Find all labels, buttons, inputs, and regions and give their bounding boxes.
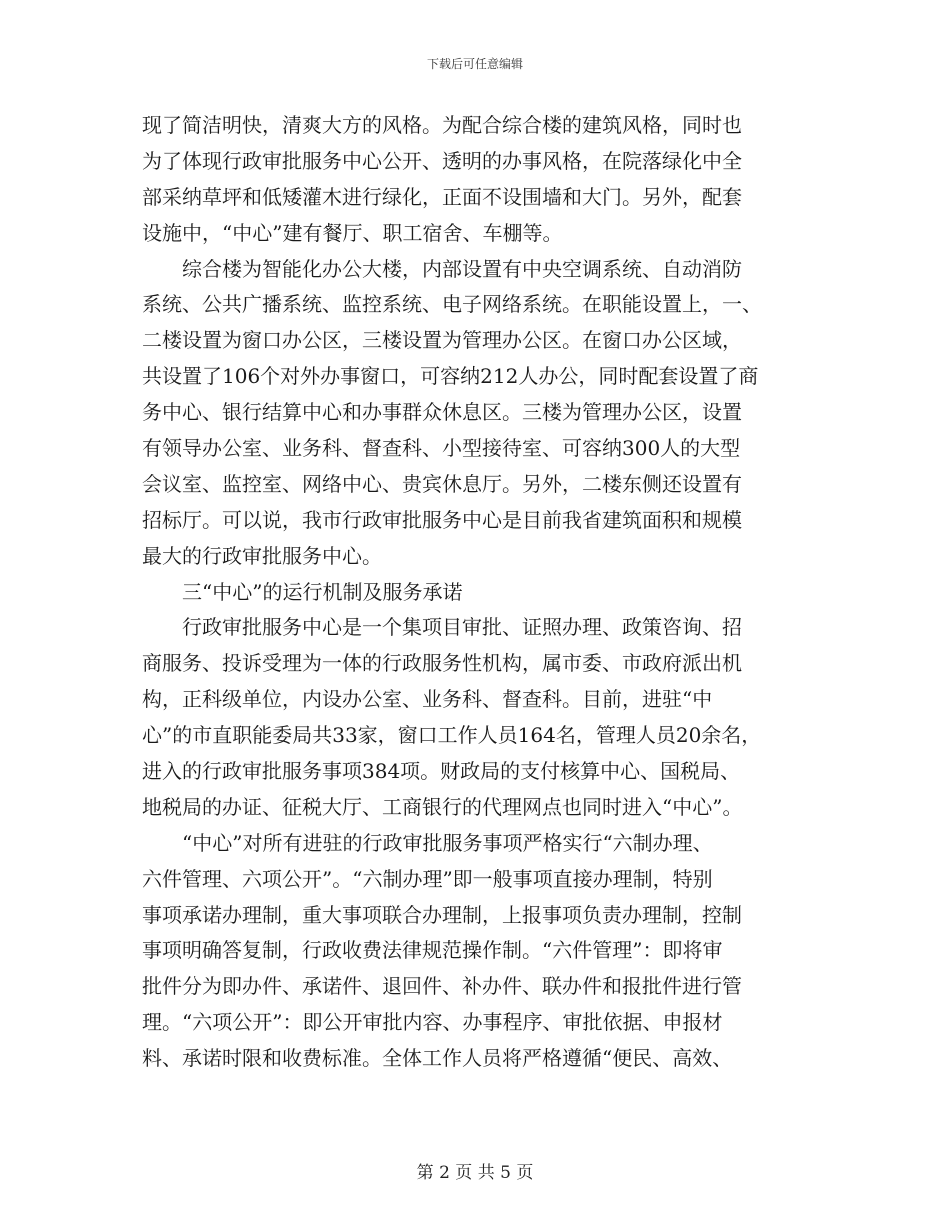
text-line: 综合楼为智能化办公大楼，内部设置有中央空调系统、自动消防 <box>182 256 742 281</box>
text-line: 地税局的办证、征税大厅、工商银行的代理网点也同时进入“中心”。 <box>142 794 743 819</box>
text-line: 招标厅。可以说，我市行政审批服务中心是目前我省建筑面积和规模 <box>142 507 742 532</box>
text-line: 理。“六项公开”：即公开审批内容、办事程序、审批依据、申报材 <box>142 1010 723 1035</box>
text-line: 部采纳草坪和低矮灌木进行绿化，正面不设围墙和大门。另外，配套 <box>142 184 742 209</box>
section-heading: 三“中心”的运行机制及服务承诺 <box>182 579 463 604</box>
text-line: 二楼设置为窗口办公区，三楼设置为管理办公区。在窗口办公区域， <box>142 328 742 353</box>
body-text <box>142 108 832 1077</box>
text-line: 批件分为即办件、承诺件、退回件、补办件、联办件和报批件进行管 <box>142 974 742 999</box>
text-line: 六件管理、六项公开”。“六制办理”即一般事项直接办理制，特别 <box>142 866 713 891</box>
page-header: 下载后可任意编辑 <box>426 57 523 71</box>
text-line: 事项承诺办理制，重大事项联合办理制，上报事项负责办理制，控制 <box>142 902 742 927</box>
text-line: 为了体现行政审批服务中心公开、透明的办事风格，在院落绿化中全 <box>142 148 742 173</box>
text-line: 行政审批服务中心是一个集项目审批、证照办理、政策咨询、招 <box>182 615 742 640</box>
text-line: 进入的行政审批服务事项384项。财政局的支付核算中心、国税局、 <box>142 759 741 784</box>
text-line: 现了简洁明快，清爽大方的风格。为配合综合楼的建筑风格，同时也 <box>142 113 742 137</box>
text-line: 有领导办公室、业务科、督查科、小型接待室、可容纳300人的大型 <box>142 436 741 461</box>
page-number-footer: 第 2 页 共 5 页 <box>416 1163 534 1183</box>
text-line: 构，正科级单位，内设办公室、业务科、督查科。目前，进驻“中 <box>142 687 713 712</box>
text-line: 心”的市直职能委局共33家，窗口工作人员164名，管理人员20余名， <box>142 723 762 748</box>
text-line: 设施中，“中心”建有餐厅、职工宿舍、车棚等。 <box>142 220 563 245</box>
text-line: “中心”对所有进驻的行政审批服务事项严格实行“六制办理、 <box>182 830 713 855</box>
text-line: 共设置了106个对外办事窗口，可容纳212人办公，同时配套设置了商 <box>142 364 759 389</box>
text-line: 最大的行政审批服务中心。 <box>142 543 382 568</box>
text-line: 商服务、投诉受理为一体的行政服务性机构，属市委、市政府派出机 <box>142 651 742 676</box>
text-line: 系统、公共广播系统、监控系统、电子网络系统。在职能设置上，一、 <box>142 292 762 317</box>
text-line: 事项明确答复制，行政收费法律规范操作制。“六件管理”：即将审 <box>142 938 723 963</box>
text-line: 会议室、监控室、网络中心、贵宾休息厅。另外，二楼东侧还设置有 <box>142 471 742 496</box>
text-line: 料、承诺时限和收费标准。全体工作人员将严格遵循“便民、高效、 <box>142 1046 733 1071</box>
text-line: 务中心、银行结算中心和办事群众休息区。三楼为管理办公区，设置 <box>142 400 742 425</box>
